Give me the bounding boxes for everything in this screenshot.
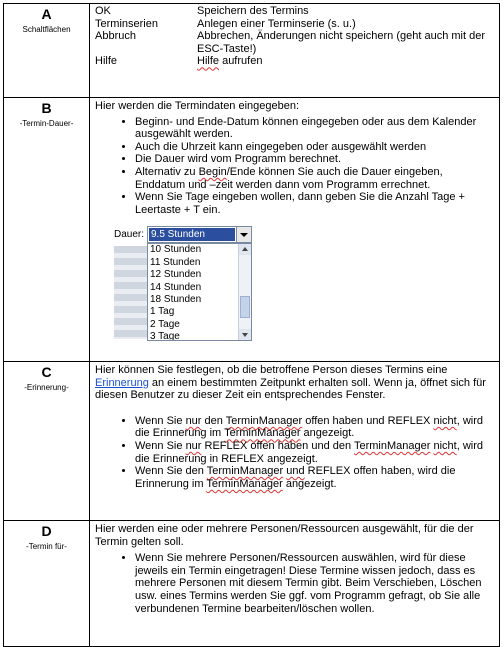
list-item: • Wenn Sie Tage eingeben wollen, dann geben Sie die Anzahl Tage + Leertaste + T ein.: [135, 191, 495, 216]
section-c-bullets: [95, 415, 495, 491]
section-a-letter: A: [41, 6, 52, 22]
duration-dropdown-screenshot: [114, 222, 260, 342]
section-b-label-cell: [4, 98, 90, 362]
section-c-intro: Hier können Sie festlegen, ob die betroffene Person dieses Termins eine Erinnerung an einem bestimmten Zeitpunkt erhalten soll. Wenn ja, öffnet sich für diesen Benutzer zu dieser Zeit ein entsprechendes Fenster.: [95, 364, 486, 402]
section-d-letter: D: [41, 523, 52, 539]
chevron-down-icon[interactable]: [236, 227, 251, 242]
section-c-letter: C: [41, 364, 52, 380]
section-c-label-cell: [4, 362, 90, 521]
document-table: [3, 3, 500, 647]
list-item: • Wenn Sie nur REFLEX offen haben und den TerminManager nicht, wird die Erinnerung in REFLEX angezeigt.: [135, 440, 495, 465]
background-grid: [114, 246, 147, 339]
button-desc-abbruch: Abbrechen, Änderungen nicht speichern (geht auch mit der ESC-Taste!): [197, 30, 486, 55]
section-b-subtitle: -Termin-Dauer-: [19, 119, 74, 128]
list-item: • Die Dauer wird vom Programm berechnet.: [135, 153, 495, 166]
duration-label: Dauer:: [114, 229, 145, 241]
scroll-up-icon[interactable]: [239, 244, 251, 255]
section-a-subtitle: Schaltflächen: [22, 25, 71, 34]
section-d-content-cell: [90, 521, 500, 647]
erinnerung-link[interactable]: Erinnerung: [95, 376, 149, 389]
duration-selected-value: 9.5 Stunden: [149, 228, 235, 241]
section-d-subtitle: -Termin für-: [26, 542, 67, 551]
duration-option[interactable]: 12 Stunden: [150, 269, 202, 281]
duration-option[interactable]: 10 Stunden: [150, 244, 202, 256]
section-d-row: [4, 521, 500, 647]
button-key-hilfe: Hilfe: [95, 55, 118, 68]
button-desc-ok: Speichern des Termins: [197, 5, 309, 17]
section-a-label-cell: [4, 4, 90, 98]
section-d-label-cell: [4, 521, 90, 647]
duration-option[interactable]: 2 Tage: [150, 318, 180, 330]
section-b-row: [4, 98, 500, 362]
list-item: • Wenn Sie nur den TerminManager offen haben und REFLEX nicht, wird die Erinnerung im TerminManager angezeigt.: [135, 415, 495, 440]
button-key-ok: OK: [95, 5, 111, 17]
section-b-letter: B: [41, 100, 52, 116]
section-d-intro: Hier werden eine oder mehrere Personen/Ressourcen ausgewählt, für die der Termin gelten soll.: [95, 523, 474, 548]
list-item: • Wenn Sie mehrere Personen/Ressourcen auswählen, wird für diese jeweils ein Termin eingetragen! Diese Termine wissen jedoch, dass es mehrere Personen mit diesem Termin gibt. Beim Verschieben, Löschen usw. eines Termins werden Sie ggf. vom Programm gefragt, ob Sie alle verbundenen Termine bearbeiten/löschen wollen.: [135, 552, 495, 615]
section-b-intro: Hier werden die Termindaten eingegeben:: [95, 100, 300, 112]
button-list: [95, 5, 495, 68]
list-item: • Auch die Uhrzeit kann eingegeben oder ausgewählt werden: [135, 141, 495, 154]
section-b-bullets: [95, 116, 495, 217]
duration-combobox[interactable]: [147, 226, 252, 243]
section-c-row: [4, 362, 500, 521]
duration-option[interactable]: 3 Tage: [150, 331, 180, 342]
section-b-content-cell: [90, 98, 500, 362]
section-d-bullets: [95, 552, 495, 615]
scroll-down-icon[interactable]: [239, 329, 251, 340]
duration-option[interactable]: 11 Stunden: [150, 256, 201, 268]
list-item: • Wenn Sie den TerminManager und REFLEX offen haben, wird die Erinnerung im TerminManager angezeigt.: [135, 465, 495, 490]
button-desc-hilfe: Hilfe aufrufen: [197, 55, 263, 68]
duration-options-list: [147, 243, 252, 341]
duration-option[interactable]: 1 Tag: [150, 306, 175, 318]
spell-hilfe: Hilfe: [197, 55, 220, 68]
section-c-subtitle: -Erinnerung-: [24, 383, 69, 392]
spell-begin: Begin: [198, 165, 227, 178]
scroll-thumb[interactable]: [240, 296, 250, 318]
button-key-terminserien: Terminserien: [95, 17, 158, 30]
duration-option[interactable]: 14 Stunden: [150, 281, 202, 293]
section-a-content-cell: [90, 4, 500, 98]
list-item: • Beginn- und Ende-Datum können eingegeben oder aus dem Kalender ausgewählt werden.: [135, 116, 495, 141]
button-key-abbruch: Abbruch: [95, 30, 136, 43]
list-item: • Alternativ zu Begin/Ende können Sie auch die Dauer eingeben, Enddatum und –zeit werden dann vom Programm errechnet.: [135, 166, 495, 191]
button-desc-terminserien: Anlegen einer Terminserie (s. u.): [197, 17, 356, 30]
duration-option[interactable]: 18 Stunden: [150, 293, 202, 305]
section-c-content-cell: [90, 362, 500, 521]
list-scrollbar[interactable]: [238, 244, 251, 340]
section-a-row: [4, 4, 500, 98]
